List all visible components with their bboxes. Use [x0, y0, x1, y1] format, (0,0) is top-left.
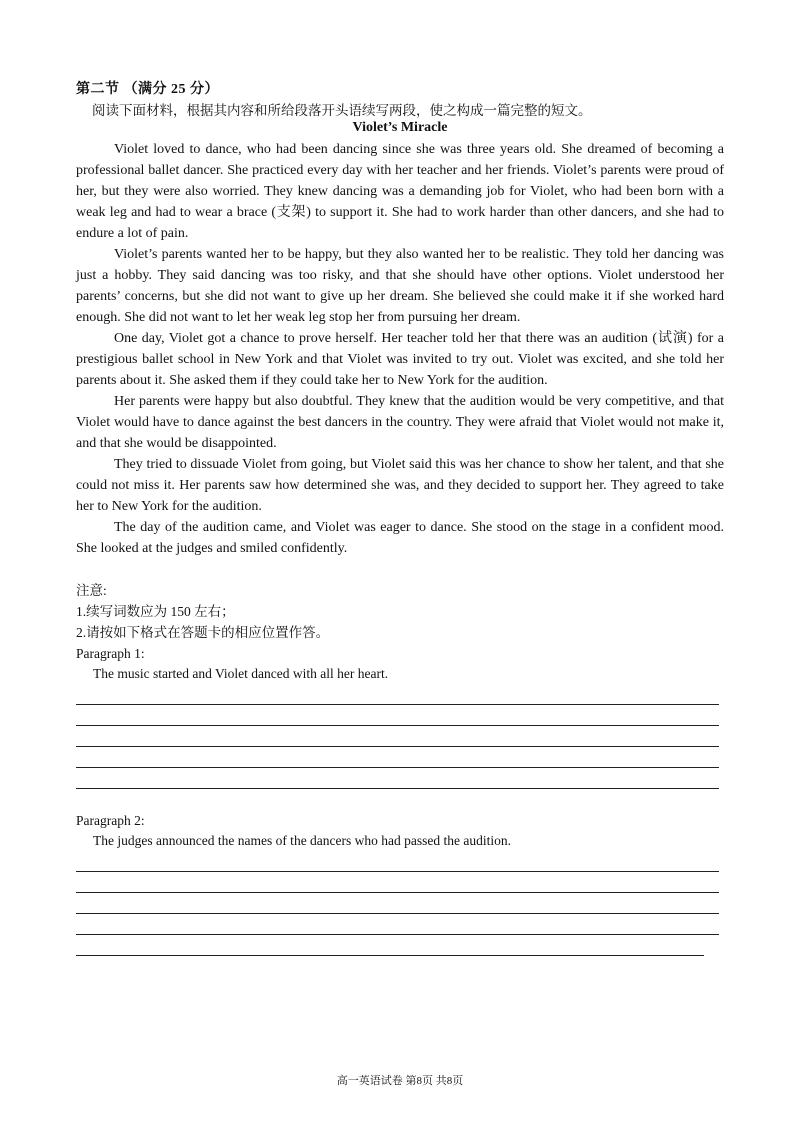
writing-line[interactable]: [76, 851, 719, 872]
writing-line[interactable]: [76, 747, 719, 768]
section-instruction: 阅读下面材料，根据其内容和所给段落开头语续写两段，使之构成一篇完整的短文。: [92, 103, 592, 118]
notes-block: [76, 580, 329, 643]
story-paragraph: They tried to dissuade Violet from going, but Violet said this was her chance to show her talent, and that she could not miss it. Her parents saw how determined she was, and they decided to support her. They agreed to take her to New York for the audition.: [76, 457, 724, 514]
note-item: 1.续写词数应为 150 左右；: [76, 604, 235, 619]
writing-line[interactable]: [76, 705, 719, 726]
story-body: [76, 139, 724, 559]
story-paragraph: The day of the audition came, and Violet was eager to dance. She stood on the stage in a confident mood. She looked at the judges and smiled confidently.: [76, 520, 724, 556]
story-paragraph: Violet’s parents wanted her to be happy, but they also wanted her to be realistic. They told her dancing was just a hobby. They said dancing was too risky, and that she should have other options. Violet understood her parents’ concerns, but she did not want to give up her dream. She believed she could make it if she worked hard enough. She did not want to let her weak leg stop her from pursuing her dream.: [76, 247, 724, 325]
writing-line[interactable]: [76, 768, 719, 789]
notes-heading: 注意:: [76, 583, 107, 598]
page-footer: 高一英语试卷 第8页 共8页: [336, 1075, 464, 1087]
paragraph2-writing-lines[interactable]: [76, 851, 719, 956]
writing-line[interactable]: [76, 726, 719, 747]
writing-line[interactable]: [76, 684, 719, 705]
note-item: 2.请按如下格式在答题卡的相应位置作答。: [76, 625, 330, 640]
paragraph1-label: Paragraph 1:: [76, 646, 145, 661]
writing-line[interactable]: [76, 872, 719, 893]
story-paragraph: Violet loved to dance, who had been dancing since she was three years old. She dreamed of becoming a professional ballet dancer. She practiced every day with her teacher and her friends. Violet’s parents were proud of her, but they were also worried. They knew dancing was a demanding job for Violet, who had been born with a weak leg and had to wear a brace (支架) to support it. She had to work harder than other dancers, and she had to endure a lot of pain.: [76, 142, 724, 241]
writing-line[interactable]: [76, 935, 704, 956]
writing-line[interactable]: [76, 914, 719, 935]
paragraph2-label: Paragraph 2:: [76, 813, 145, 828]
paragraph1-writing-lines[interactable]: [76, 684, 719, 789]
story-paragraph: One day, Violet got a chance to prove herself. Her teacher told her that there was an audition (试演) for a prestigious ballet school in New York and that Violet was invited to try out. Violet was excited, and she told her parents about it. She asked them if they could take her to New York for the audition.: [76, 331, 724, 388]
story-title: Violet’s Miracle: [352, 120, 448, 135]
writing-line[interactable]: [76, 893, 719, 914]
paragraph2-start: The judges announced the names of the dancers who had passed the audition.: [93, 833, 511, 848]
section-heading: 第二节 （满分 25 分）: [76, 82, 219, 97]
paragraph1-start: The music started and Violet danced with all her heart.: [93, 666, 389, 681]
story-paragraph: Her parents were happy but also doubtful. They knew that the audition would be very competitive, and that Violet would have to dance against the best dancers in the country. They were afraid that Violet would not make it, and that she would be disappointed.: [76, 394, 724, 451]
